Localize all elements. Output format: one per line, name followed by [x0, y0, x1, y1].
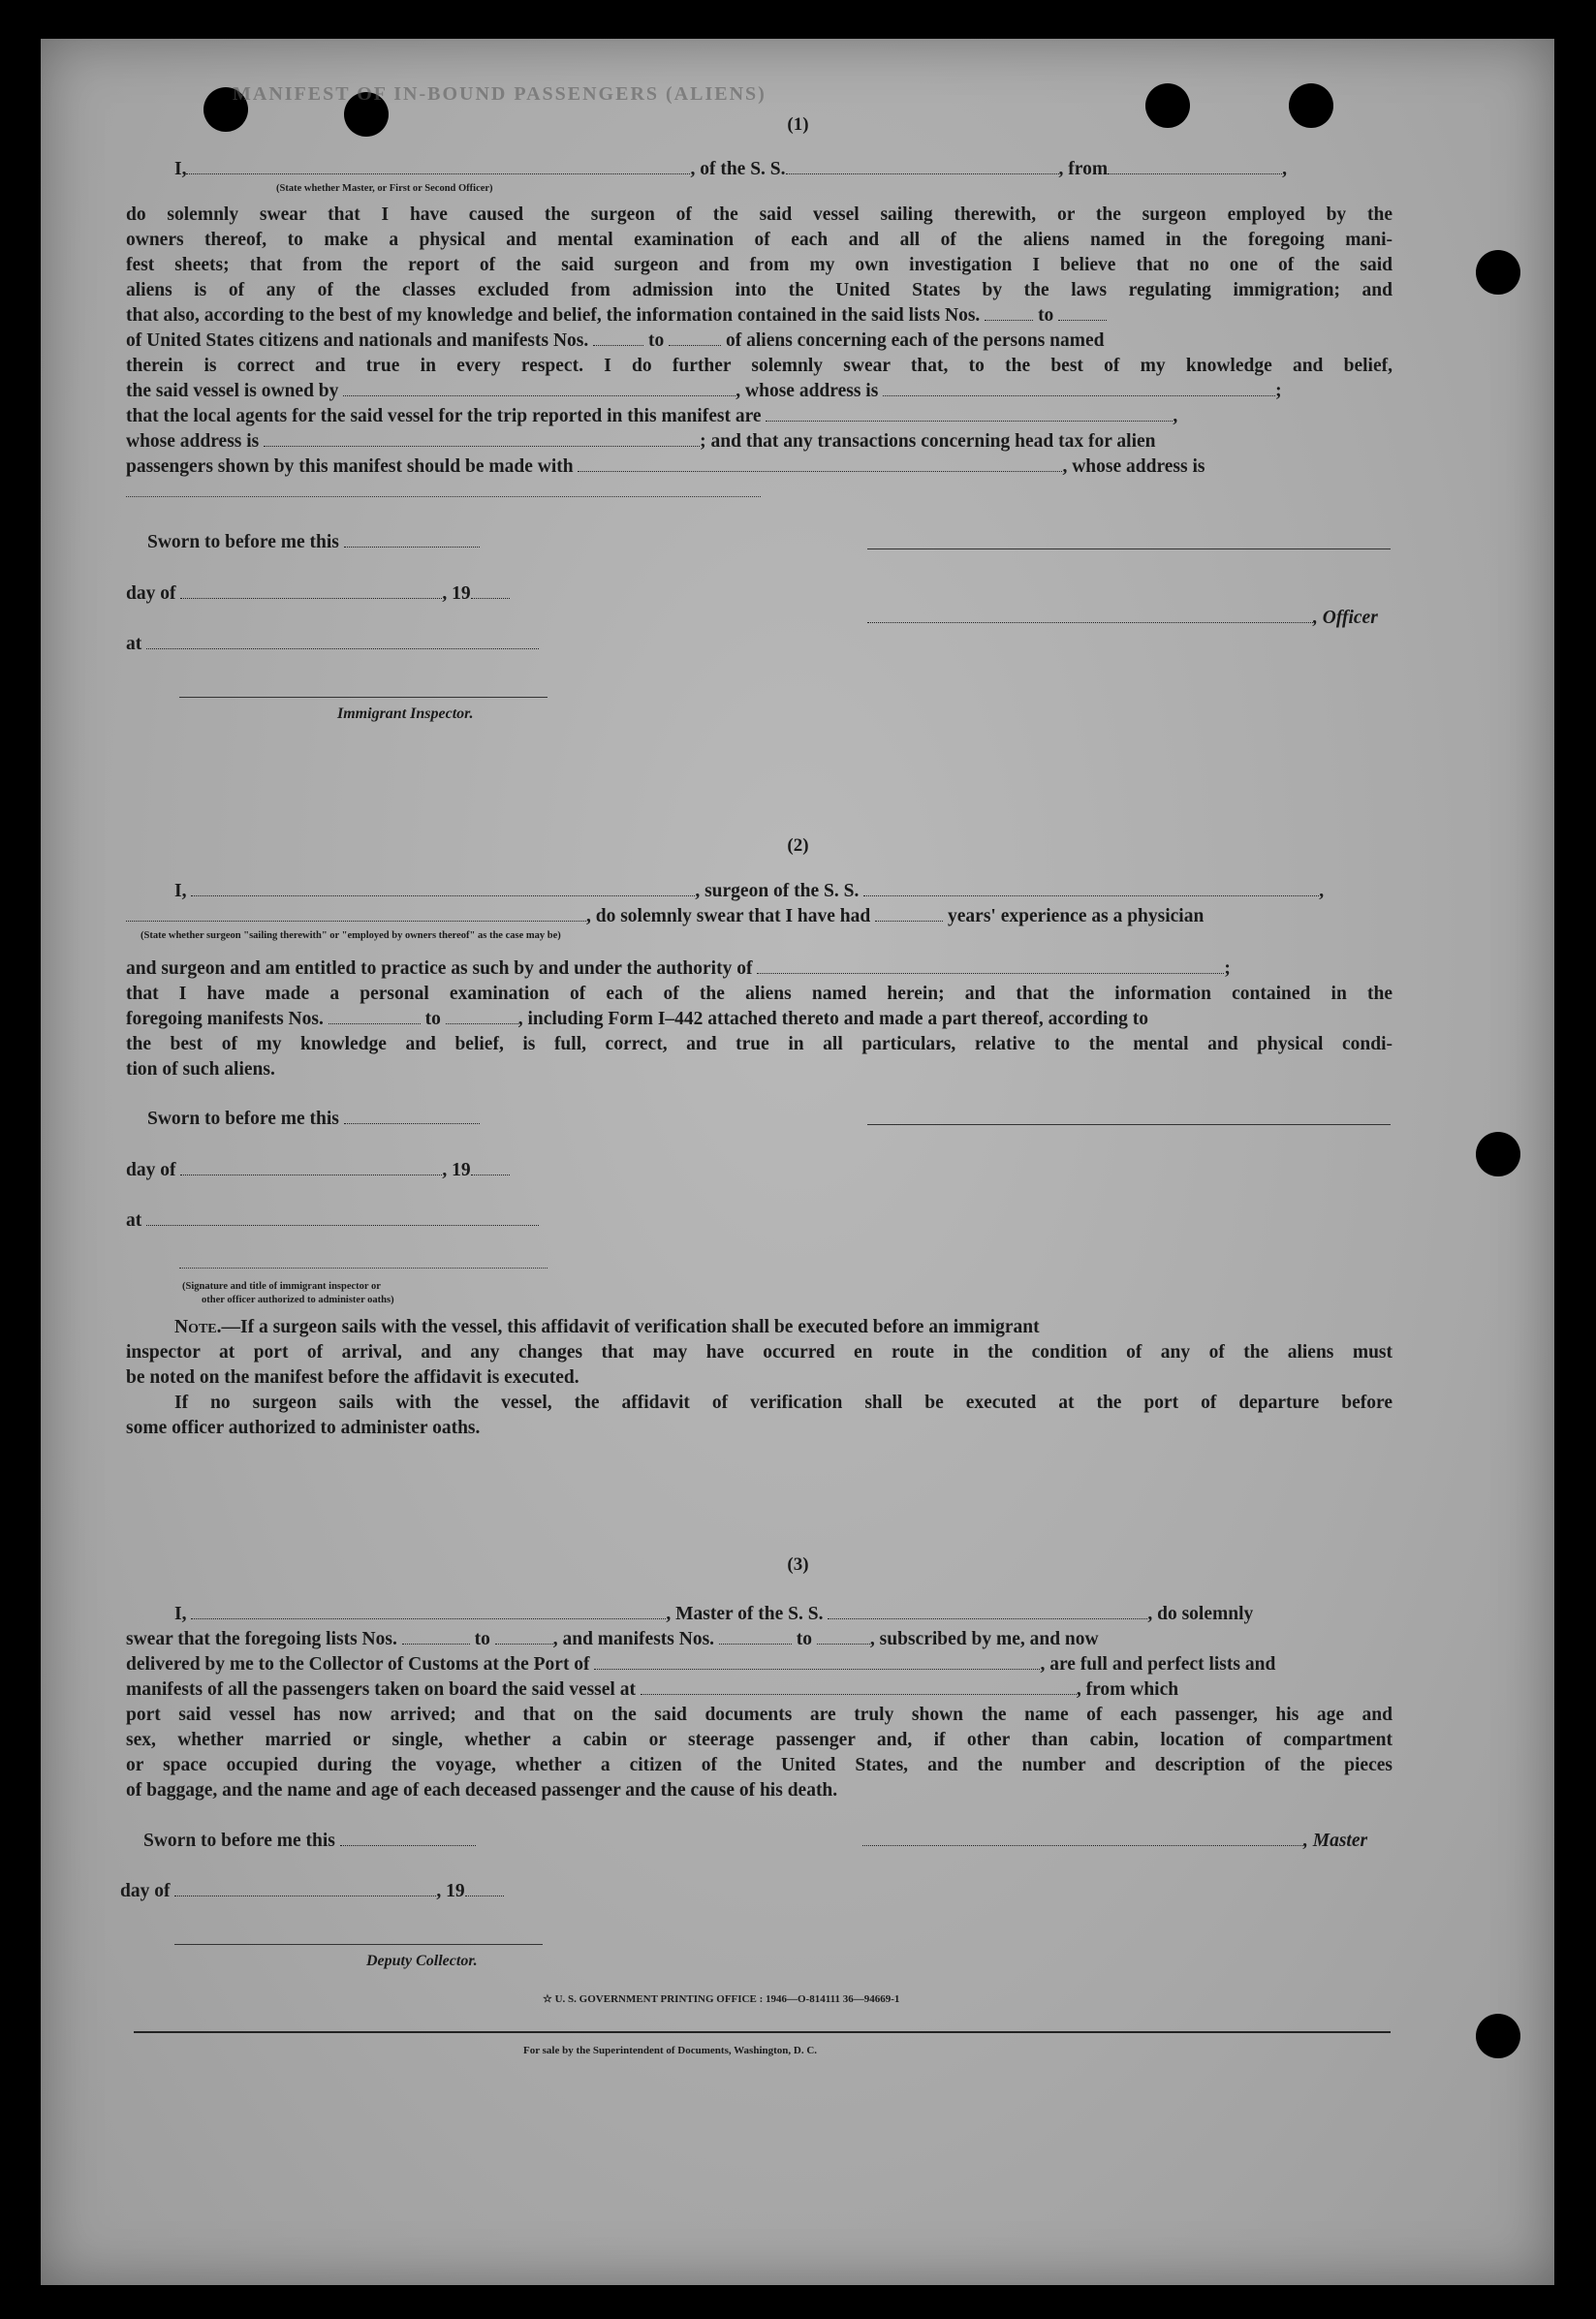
- s2-signature-line: [867, 1124, 1391, 1125]
- s1-inspector-line: [179, 697, 548, 698]
- sale-notice: For sale by the Superintendent of Documents, Washington, D. C.: [523, 2045, 818, 2056]
- s3-paragraph-line: or space occupied during the voyage, whether a citizen of the United States, and the number and description of the pieces: [126, 1755, 1393, 1775]
- s1-signature-line: [867, 548, 1391, 549]
- printing-office-line: ☆ U. S. GOVERNMENT PRINTING OFFICE : 1946—O-814111 36—94669-1: [543, 1993, 900, 2005]
- s2-note-line: be noted on the manifest before the affidavit is executed.: [126, 1367, 579, 1388]
- s2-paragraph-line: the best of my knowledge and belief, is full, correct, and true in all particulars, relative to the mental and physical condi-: [126, 1034, 1393, 1054]
- s3-paragraph-line: of baggage, and the name and age of each deceased passenger and the cause of his death.: [126, 1780, 838, 1801]
- s2-at: at: [126, 1211, 539, 1231]
- s1-paragraph-line: owners thereof, to make a physical and mental examination of each and all of the aliens named in the foregoing mani-: [126, 230, 1393, 250]
- s1-address-line: [126, 496, 761, 497]
- s1-at: at: [126, 635, 539, 654]
- s1-paragraph-line: that also, according to the best of my knowledge and belief, the information contained in the said lists Nos. to: [126, 306, 1107, 326]
- s3-line-3: delivered by me to the Collector of Customs at the Port of , are full and perfect lists and: [126, 1654, 1276, 1675]
- s2-sworn: Sworn to before me this: [147, 1110, 480, 1129]
- s2-sig-note: other officer authorized to administer oaths): [202, 1295, 394, 1305]
- s2-line-2: , do solemnly swear that I have had years' experience as a physician: [126, 907, 1204, 926]
- s1-paragraph-line: that the local agents for the said vessel for the trip reported in this manifest are ,: [126, 406, 1178, 426]
- s2-day: day of , 19: [126, 1161, 510, 1180]
- s2-paragraph-line: that I have made a personal examination of each of the aliens named herein; and that the information contained in the: [126, 984, 1393, 1004]
- section-number-3: (3): [787, 1554, 809, 1575]
- s1-officer: , Officer: [867, 609, 1378, 628]
- s1-day: day of , 19: [126, 584, 510, 604]
- s3-line-2: swear that the foregoing lists Nos. to , and manifests Nos. to , subscribed by me, and now: [126, 1629, 1099, 1649]
- s1-paragraph-line: do solemnly swear that I have caused the surgeon of the said vessel sailing therewith, or the surgeon employed by the: [126, 204, 1393, 225]
- punch-hole: [1476, 1132, 1520, 1176]
- s1-paragraph-line: whose address is ; and that any transactions concerning head tax for alien: [126, 431, 1156, 452]
- s3-deputy-label: Deputy Collector.: [366, 1953, 478, 1969]
- s1-inspector-label: Immigrant Inspector.: [337, 705, 474, 722]
- punch-hole: [1476, 2014, 1520, 2058]
- punch-hole: [1476, 250, 1520, 295]
- s1-sworn: Sworn to before me this: [147, 533, 480, 552]
- s2-sig-note: (Signature and title of immigrant inspector or: [182, 1281, 381, 1292]
- s1-paragraph-line: aliens is of any of the classes excluded from admission into the United States by the laws regulating immigration; and: [126, 280, 1393, 300]
- s2-note-line: Note.—If a surgeon sails with the vessel, this affidavit of verification shall be executed before an immigrant: [174, 1317, 1040, 1337]
- footer-rule: [134, 2031, 1391, 2033]
- s2-line-3: and surgeon and am entitled to practice as such by and under the authority of ;: [126, 958, 1231, 979]
- s1-paragraph-line: of United States citizens and nationals and manifests Nos. to of aliens concerning each of the persons named: [126, 330, 1105, 351]
- s1-paragraph-line: therein is correct and true in every respect. I do further solemnly swear that, to the best of my knowledge and belief,: [126, 356, 1393, 376]
- s2-note-line: inspector at port of arrival, and any changes that may have occurred en route in the condition of any of the aliens must: [126, 1342, 1393, 1363]
- s3-day: day of , 19: [120, 1882, 504, 1901]
- s1-paragraph-line: passengers shown by this manifest should be made with , whose address is: [126, 456, 1205, 477]
- s3-paragraph-line: sex, whether married or single, whether a cabin or steerage passenger and, if other than cabin, location of compartment: [126, 1730, 1393, 1750]
- s1-paragraph-line: fest sheets; that from the report of the said surgeon and from my own investigation I believe that no one of the said: [126, 255, 1393, 275]
- s3-sworn: Sworn to before me this: [143, 1832, 476, 1851]
- faded-form-header: MANIFEST OF IN-BOUND PASSENGERS (ALIENS): [233, 83, 767, 105]
- s2-line-5: foregoing manifests Nos. to , including Form I–442 attached thereto and made a part thereof, according to: [126, 1009, 1149, 1029]
- s1-line-1: I, , of the S. S. , from ,: [174, 159, 1287, 179]
- s2-line-1: I, , surgeon of the S. S. ,: [174, 881, 1325, 901]
- s2-title-note: (State whether surgeon "sailing therewith" or "employed by owners thereof" as the case may be): [141, 930, 561, 941]
- s3-deputy-line: [174, 1944, 543, 1945]
- s3-paragraph-line: port said vessel has now arrived; and that on the said documents are truly shown the name of each passenger, his age and: [126, 1705, 1393, 1725]
- s3-master: , Master: [862, 1832, 1367, 1851]
- s2-note-line: some officer authorized to administer oaths.: [126, 1418, 481, 1438]
- s3-line-1: I, , Master of the S. S. , do solemnly: [174, 1604, 1254, 1624]
- s2-note-line: If no surgeon sails with the vessel, the affidavit of verification shall be executed at the port of departure before: [174, 1393, 1393, 1413]
- section-number-2: (2): [787, 835, 809, 856]
- s1-paragraph-line: the said vessel is owned by , whose address is ;: [126, 381, 1282, 401]
- s2-paragraph-line: tion of such aliens.: [126, 1059, 275, 1080]
- s3-line-4: manifests of all the passengers taken on board the said vessel at , from which: [126, 1679, 1179, 1700]
- s2-inspector-line: [179, 1268, 548, 1269]
- s1-title-note: (State whether Master, or First or Second Officer): [276, 183, 493, 194]
- section-number-1: (1): [787, 114, 809, 135]
